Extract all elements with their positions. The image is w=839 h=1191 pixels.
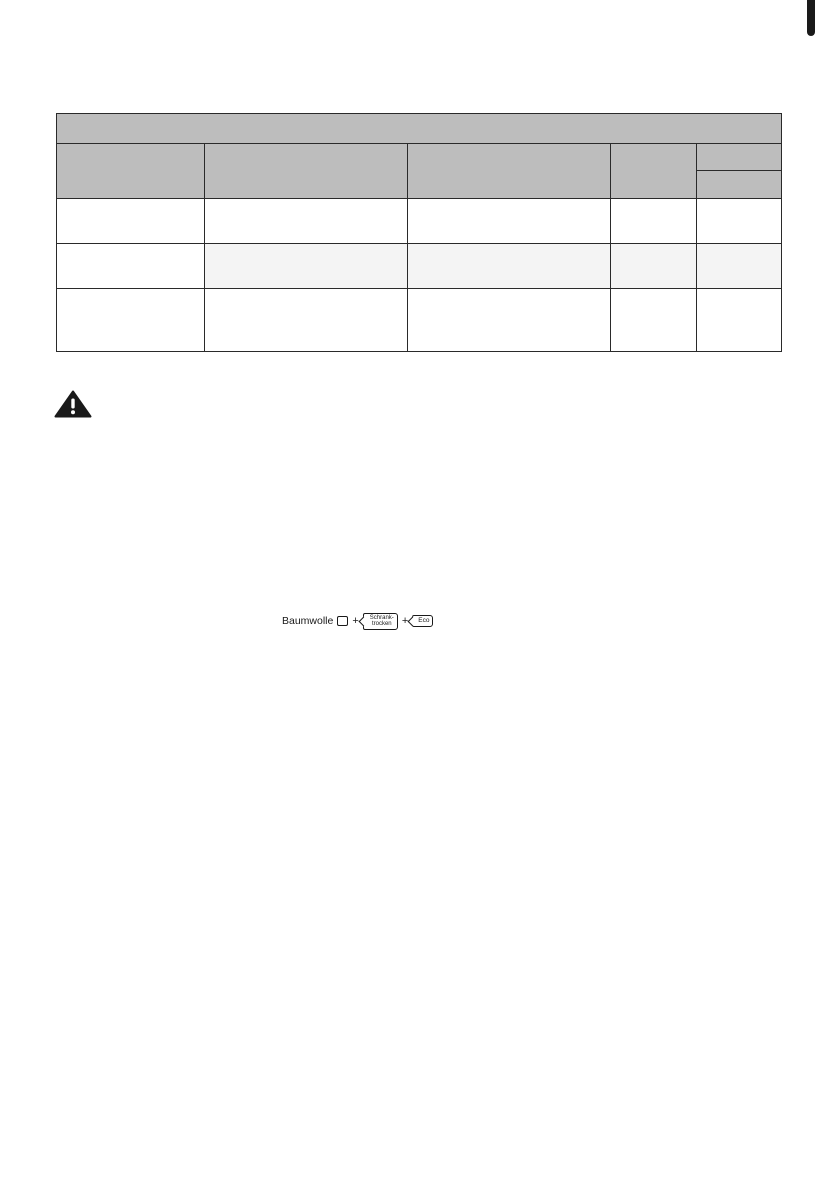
table-cell [408,289,611,352]
program-label: Baumwolle [282,615,334,627]
table-cell [611,244,697,289]
table-row [57,289,782,352]
header-cell-quantity [611,144,697,199]
key-label [370,615,394,628]
eco-key [412,615,433,627]
key-label-line-2: trocken [371,621,392,627]
header-cell-subgroup [697,171,782,199]
cotton-square-icon [337,616,348,626]
key-label-line-1: Schrank- [369,614,394,621]
schranktrocken-key [363,613,398,630]
table-cell [408,244,611,289]
table-cell [408,199,611,244]
table-cell [697,289,782,352]
table-cell [697,244,782,289]
plus-sign: + [352,615,359,627]
table-title-row [57,114,782,144]
header-cell-load [408,144,611,199]
header-cell-program [57,144,205,199]
table-cell [57,199,205,244]
button-sequence [282,611,433,631]
table-cell [611,199,697,244]
table-cell [205,244,408,289]
table-title-cell [57,114,782,144]
page-edge-tab [807,0,815,36]
table-cell [205,199,408,244]
table-cell [205,289,408,352]
table-cell [57,244,205,289]
plus-sign: + [401,615,409,627]
table-row [57,199,782,244]
table-cell [697,199,782,244]
eco-key-label: Eco [418,616,430,624]
table-cell [57,289,205,352]
table-row [57,244,782,289]
table-cell [611,289,697,352]
header-cell-setting [205,144,408,199]
warning-triangle-icon [54,390,92,418]
header-cell-group [697,144,782,171]
table-header-row [57,144,782,171]
program-table [56,113,782,352]
